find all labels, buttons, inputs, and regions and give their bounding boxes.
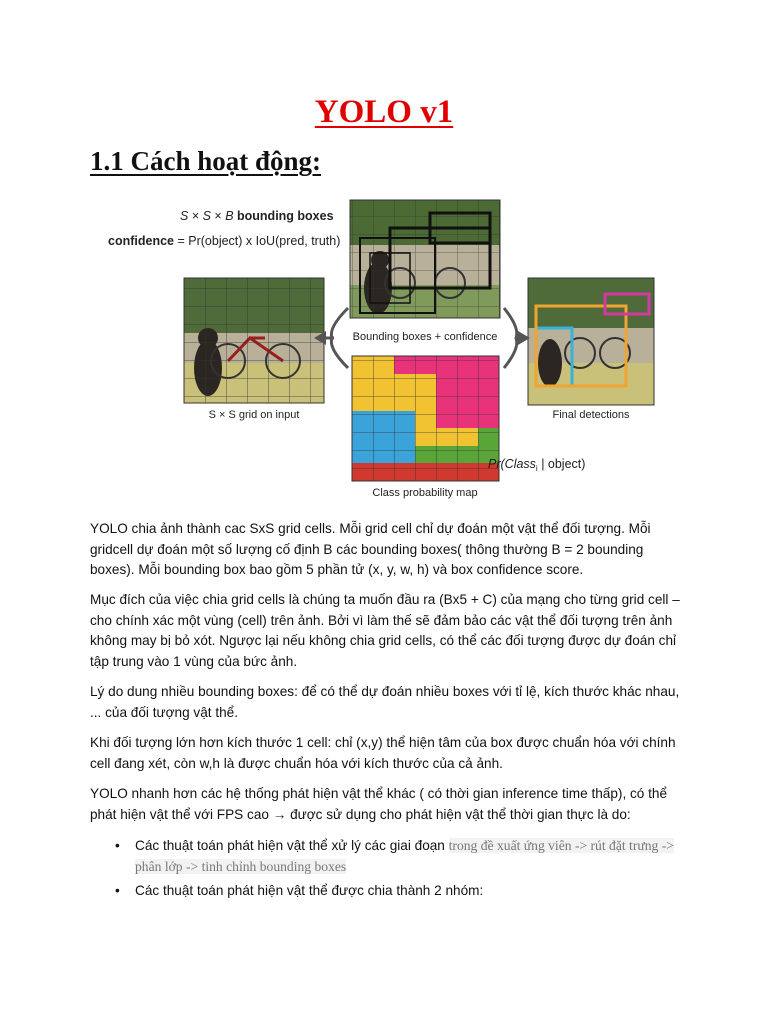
caption-bounding-boxes: Bounding boxes + confidence [352,331,498,343]
right-arrow-icon: → [272,806,287,822]
paragraph-2: Mục đích của việc chia grid cells là chúng ta muốn đầu ra (Bx5 + C) của mạng cho từng grid cell – cho chính xác một vùng (cell) trên ảnh. Bởi vì làm thế sẽ đảm bảo các vật thể đối tượng trên ảnh không may bị bỏ xót. Ngược lại nếu không chia grid cells, có thể các đối tượng được dự đoán chỉ tập trung vào 1 vùng của bức ảnh. [90,592,680,669]
confidence-formula: confidence = Pr(object) x IoU(pred, truth) [108,234,341,248]
right-brace-arrow [504,308,517,368]
caption-final-detections: Final detections [552,409,630,421]
section-heading: 1.1 Cách hoạt động: [90,146,322,176]
yolo-diagram-svg [100,198,680,503]
bullet-icon: • [115,838,120,853]
paragraph-3: Lý do dung nhiều bounding boxes: để có thể dự đoán nhiều boxes với tỉ lệ, kích thước khác nhau, ... của đối tượng vật thể. [90,684,680,720]
caption-class-map: Class probability map [372,487,478,499]
paragraph-1: YOLO chia ảnh thành cac SxS grid cells. Mỗi grid cell chỉ dự đoán một vật thể đối tượng. Mỗi gridcell dự đoán một số lượng cố định B các bounding boxes( thông thường B = 2 bounding boxes). Mỗi bounding box bao gồm 5 phần tử (x, y, w, h) và box confidence score. [90,521,651,577]
class-prob-formula: Pr(Class$_i$ | object) [488,457,586,473]
document-title: YOLO v1 [314,94,454,130]
sxsxb-label: S × S × B bounding boxes [180,209,334,223]
input-image [184,278,324,403]
paragraph-5: YOLO nhanh hơn các hệ thống phát hiện vật thể khác ( có thời gian inference time thấp), có thể phát hiện vật thể với FPS cao → được sử dụng cho phát hiện vật thể thời gian thực là do: [90,786,668,822]
bounding-boxes-image [350,200,500,318]
final-detections-image [528,278,654,405]
yolo-diagram [100,198,680,503]
class-probability-map [352,356,499,481]
bullet-list [90,836,690,906]
caption-grid-input: S × S grid on input [208,409,300,421]
bullet-icon: • [115,883,120,898]
paragraph-4: Khi đối tượng lớn hơn kích thước 1 cell: chỉ (x,y) thể hiện tâm của box được chuẩn hóa với chính cell đang xét, còn w,h là được chuẩn hóa với kích thước của cả ảnh. [90,735,676,771]
list-item: • Các thuật toán phát hiện vật thể được chia thành 2 nhóm: [90,881,690,902]
list-item: • Các thuật toán phát hiện vật thể xử lý các giai đoạn trong đề xuất ứng viên -> rút đặt trưng -> phân lớp -> tinh chỉnh bounding boxes [115,838,674,874]
highlighted-text: trong đề xuất ứng viên -> rút đặt trưng -> phân lớp -> tinh chỉnh bounding boxes [135,838,674,874]
